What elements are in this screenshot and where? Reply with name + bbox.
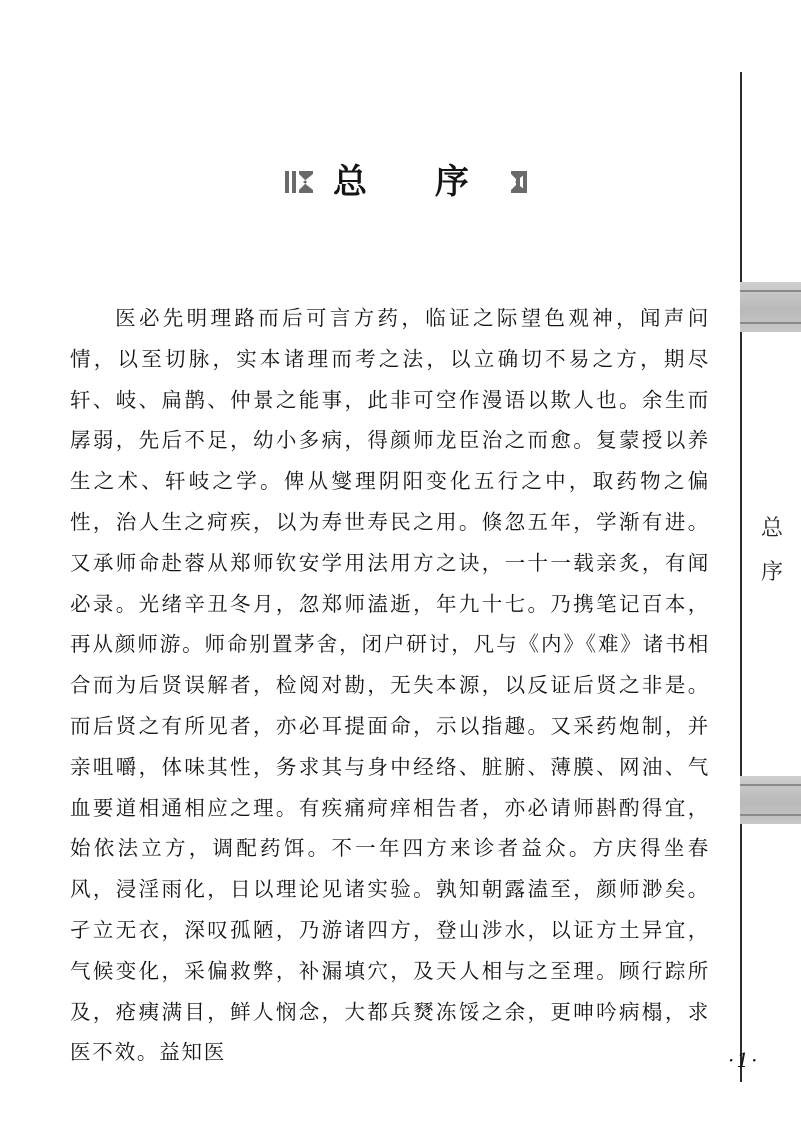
title-text: 总 序 [333, 162, 497, 202]
band-line [740, 322, 801, 324]
right-bracket-ornament-icon [497, 168, 527, 196]
body-text [70, 298, 710, 1073]
section-tab-band [740, 776, 801, 824]
margin-rule [740, 72, 742, 1082]
paragraph: 医必先明理路而后可言方药，临证之际望色观神，闻声问情，以至切脉，实本诸理而考之法，以立确切不易之方，期尽轩、岐、扁鹊、仲景之能事，此非可空作漫语以欺人也。余生而孱弱，先后不足，幼小多病，得颜师龙臣治之而愈。复蒙授以养生之术、轩岐之学。俾从燮理阴阳变化五行之中，取药物之偏性，治人生之疴疾，以为寿世寿民之用。倏忽五年，学渐有进。又承师命赴蓉从郑师钦安学用法用方之诀，一十一载亲炙，有闻必录。光绪辛丑冬月，忽郑师溘逝，年九十七。乃携笔记百本，再从颜师游。师命别置茅舍，闭户研讨，凡与《内》《难》诸书相合而为后贤误解者，检阅对勘，无失本源，以反证后贤之非是。而后贤之有所见者，亦必耳提面命，示以指趣。又采药炮制，并亲咀嚼，体味其性，务求其与身中经络、脏腑、薄膜、网油、气血要道相通相应之理。有疾痛疴痒相告者，亦必请师斟酌得宜，始依法立方，调配药饵。不一年四方来诊者益众。方庆得坐春风，浸淫雨化，日以理论见诸实验。孰知朝露溘至，颜师渺矣。孑立无衣，深叹孤陋，乃游诸四方，登山涉水，以证方土异宜，气候变化，采偏救弊，补漏填穴，及天人相与之至理。顾行踪所及，疮痍满目，鲜人悯念，大都兵燹冻馁之余，更呻吟病榻，求医不效。益知医 [70, 306, 710, 1065]
band-line [740, 290, 801, 292]
side-title-char-1: 总 [760, 516, 783, 541]
left-bracket-ornament-icon [285, 168, 315, 196]
band-line [740, 784, 801, 786]
band-line [740, 814, 801, 816]
page-number: ·1· [728, 1048, 760, 1072]
section-tab-band [740, 282, 801, 332]
side-title-char-2: 序 [760, 560, 783, 585]
page-title [285, 162, 527, 202]
